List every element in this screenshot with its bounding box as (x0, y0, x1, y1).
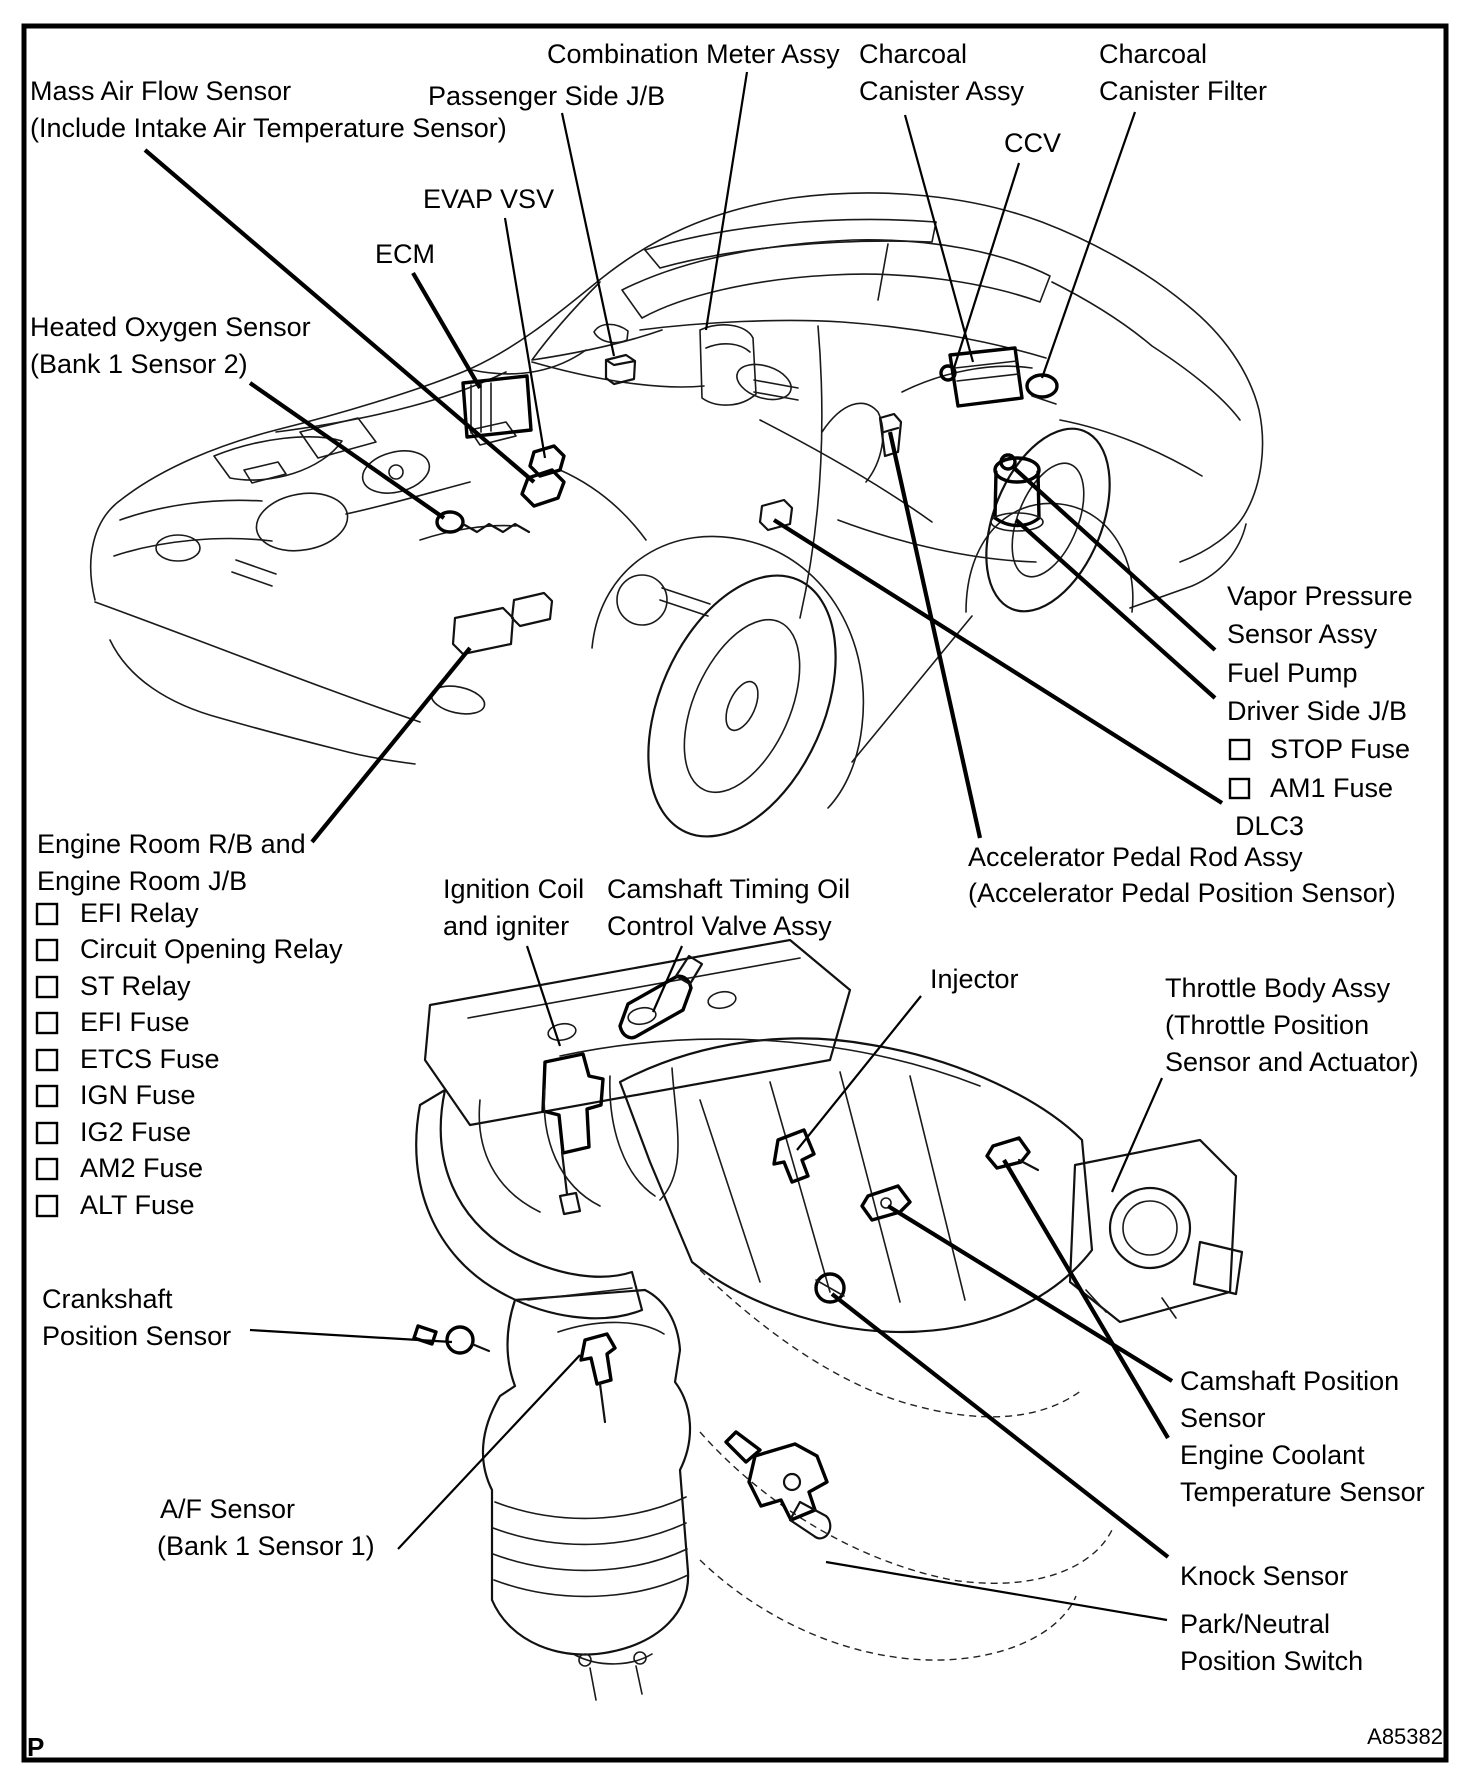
label-heated-o2-2: (Bank 1 Sensor 2) (30, 349, 248, 379)
leader-accelerator (890, 432, 980, 838)
leader-throttle-body (1112, 1078, 1162, 1192)
label-alt-fuse: ALT Fuse (80, 1190, 195, 1220)
label-stop-fuse: STOP Fuse (1270, 734, 1411, 764)
label-accelerator-2: (Accelerator Pedal Position Sensor) (968, 878, 1396, 908)
label-charcoal-assy-1: Charcoal (859, 39, 968, 69)
label-ocv-1: Camshaft Timing Oil (607, 874, 851, 904)
checkbox-etcs-fuse (37, 1050, 57, 1070)
heated-oxygen-part (437, 512, 529, 532)
label-ect-1: Engine Coolant (1180, 1440, 1365, 1470)
label-vapor-2: Sensor Assy (1227, 619, 1378, 649)
page-marker: P (27, 1732, 45, 1762)
label-dlc3: DLC3 (1235, 811, 1305, 841)
park-neutral-part (726, 1432, 830, 1538)
leader-af-sensor (398, 1355, 580, 1549)
label-efi-fuse: EFI Fuse (80, 1007, 190, 1037)
label-efi-relay: EFI Relay (80, 898, 199, 928)
diagram-labels (30, 39, 1425, 1676)
label-ignition-coil-1: Ignition Coil (443, 874, 585, 904)
label-am2-fuse: AM2 Fuse (80, 1153, 204, 1183)
label-am1-fuse: AM1 Fuse (1270, 773, 1394, 803)
label-fuel-pump: Fuel Pump (1227, 658, 1358, 688)
label-crankshaft-1: Crankshaft (42, 1284, 173, 1314)
label-af-1: A/F Sensor (160, 1494, 296, 1524)
label-st-relay: ST Relay (80, 971, 191, 1001)
label-af-2: (Bank 1 Sensor 1) (157, 1531, 375, 1561)
leader-engine-room (312, 648, 470, 842)
cabin-detail (532, 358, 1036, 562)
checkbox-alt-fuse (37, 1196, 57, 1216)
leader-heated-oxygen (250, 383, 444, 518)
label-ecm: ECM (375, 239, 435, 269)
label-park-neutral-2: Position Switch (1180, 1646, 1364, 1676)
leader-ecm (413, 273, 480, 388)
checkbox-efi-relay (37, 904, 57, 924)
label-vapor-1: Vapor Pressure (1227, 581, 1413, 611)
label-combination-meter: Combination Meter Assy (547, 39, 840, 69)
checkbox-am2-fuse (37, 1159, 57, 1179)
throttle-body-part (1070, 1140, 1242, 1322)
label-passenger-jb: Passenger Side J/B (428, 81, 666, 111)
label-circuit-opening-relay: Circuit Opening Relay (80, 934, 343, 964)
label-maf-1: Mass Air Flow Sensor (30, 76, 292, 106)
label-cam-pos-1: Camshaft Position (1180, 1366, 1400, 1396)
leader-vapor-pressure (1014, 468, 1215, 650)
leader-crankshaft (250, 1330, 452, 1342)
label-throttle-1: Throttle Body Assy (1165, 973, 1391, 1003)
charcoal-canister-part (941, 348, 1022, 406)
engine-room-rb-part (453, 593, 552, 654)
leader-ignition-coil (527, 946, 560, 1046)
engine-bay-detail (232, 418, 710, 625)
label-heated-o2-1: Heated Oxygen Sensor (30, 312, 311, 342)
ect-sensor-part (987, 1138, 1038, 1170)
label-ect-2: Temperature Sensor (1180, 1477, 1425, 1507)
driver-jb-part (760, 500, 792, 530)
label-knock: Knock Sensor (1180, 1561, 1349, 1591)
front-wheel (611, 547, 873, 866)
checkbox-circuit-opening-relay (37, 940, 57, 960)
brand-emblem (156, 535, 200, 561)
leader-park-neutral (826, 1562, 1167, 1620)
catalytic-converter-part (483, 1288, 690, 1700)
label-accelerator-1: Accelerator Pedal Rod Assy (968, 842, 1303, 872)
label-ignition-coil-2: and igniter (443, 911, 570, 941)
checkbox-ign-fuse (37, 1086, 57, 1106)
label-park-neutral-1: Park/Neutral (1180, 1609, 1331, 1639)
leader-camshaft-position (888, 1206, 1172, 1381)
rear-wheel (962, 411, 1134, 629)
label-engine-room-2: Engine Room J/B (37, 866, 248, 896)
checkbox-st-relay (37, 977, 57, 997)
leader-injector (797, 996, 921, 1150)
ignition-coil-part (543, 1054, 603, 1214)
label-charcoal-filter-2: Canister Filter (1099, 76, 1268, 106)
label-injector: Injector (930, 964, 1019, 994)
engine-illustration (414, 940, 1242, 1700)
label-ig2-fuse: IG2 Fuse (80, 1117, 192, 1147)
label-throttle-3: Sensor and Actuator) (1165, 1047, 1419, 1077)
label-ocv-2: Control Valve Assy (607, 911, 832, 941)
label-charcoal-assy-2: Canister Assy (859, 76, 1025, 106)
leader-passenger-jb (562, 113, 614, 356)
leader-fuel-pump (1016, 520, 1215, 698)
leader-evap-vsv (505, 218, 545, 458)
leader-driver-jb (774, 520, 1222, 803)
label-maf-2: (Include Intake Air Temperature Sensor) (30, 113, 507, 143)
label-driver-jb: Driver Side J/B (1227, 696, 1408, 726)
label-etcs-fuse: ETCS Fuse (80, 1044, 220, 1074)
leader-charcoal-canister-assy (905, 115, 973, 362)
leader-knock (832, 1294, 1168, 1557)
checkbox-ig2-fuse (37, 1123, 57, 1143)
vehicle-illustration (91, 193, 1263, 865)
label-ign-fuse: IGN Fuse (80, 1080, 196, 1110)
figure-code: A85382 (1367, 1724, 1443, 1749)
checkbox-efi-fuse (37, 1013, 57, 1033)
af-sensor-part (558, 1322, 664, 1422)
checkbox-am1-fuse (1230, 779, 1249, 798)
leader-combination-meter (706, 72, 747, 330)
label-charcoal-filter-1: Charcoal (1099, 39, 1208, 69)
label-throttle-2: (Throttle Position (1165, 1010, 1370, 1040)
label-ccv: CCV (1004, 128, 1062, 158)
leader-ccv (954, 163, 1019, 368)
label-engine-room-1: Engine Room R/B and (37, 829, 306, 859)
label-crankshaft-2: Position Sensor (42, 1321, 232, 1351)
label-cam-pos-2: Sensor (1180, 1403, 1266, 1433)
label-evap-vsv: EVAP VSV (423, 184, 555, 214)
checkbox-stop-fuse (1230, 740, 1249, 759)
leader-ocv (653, 946, 682, 1012)
canister-filter-part (1027, 375, 1057, 404)
